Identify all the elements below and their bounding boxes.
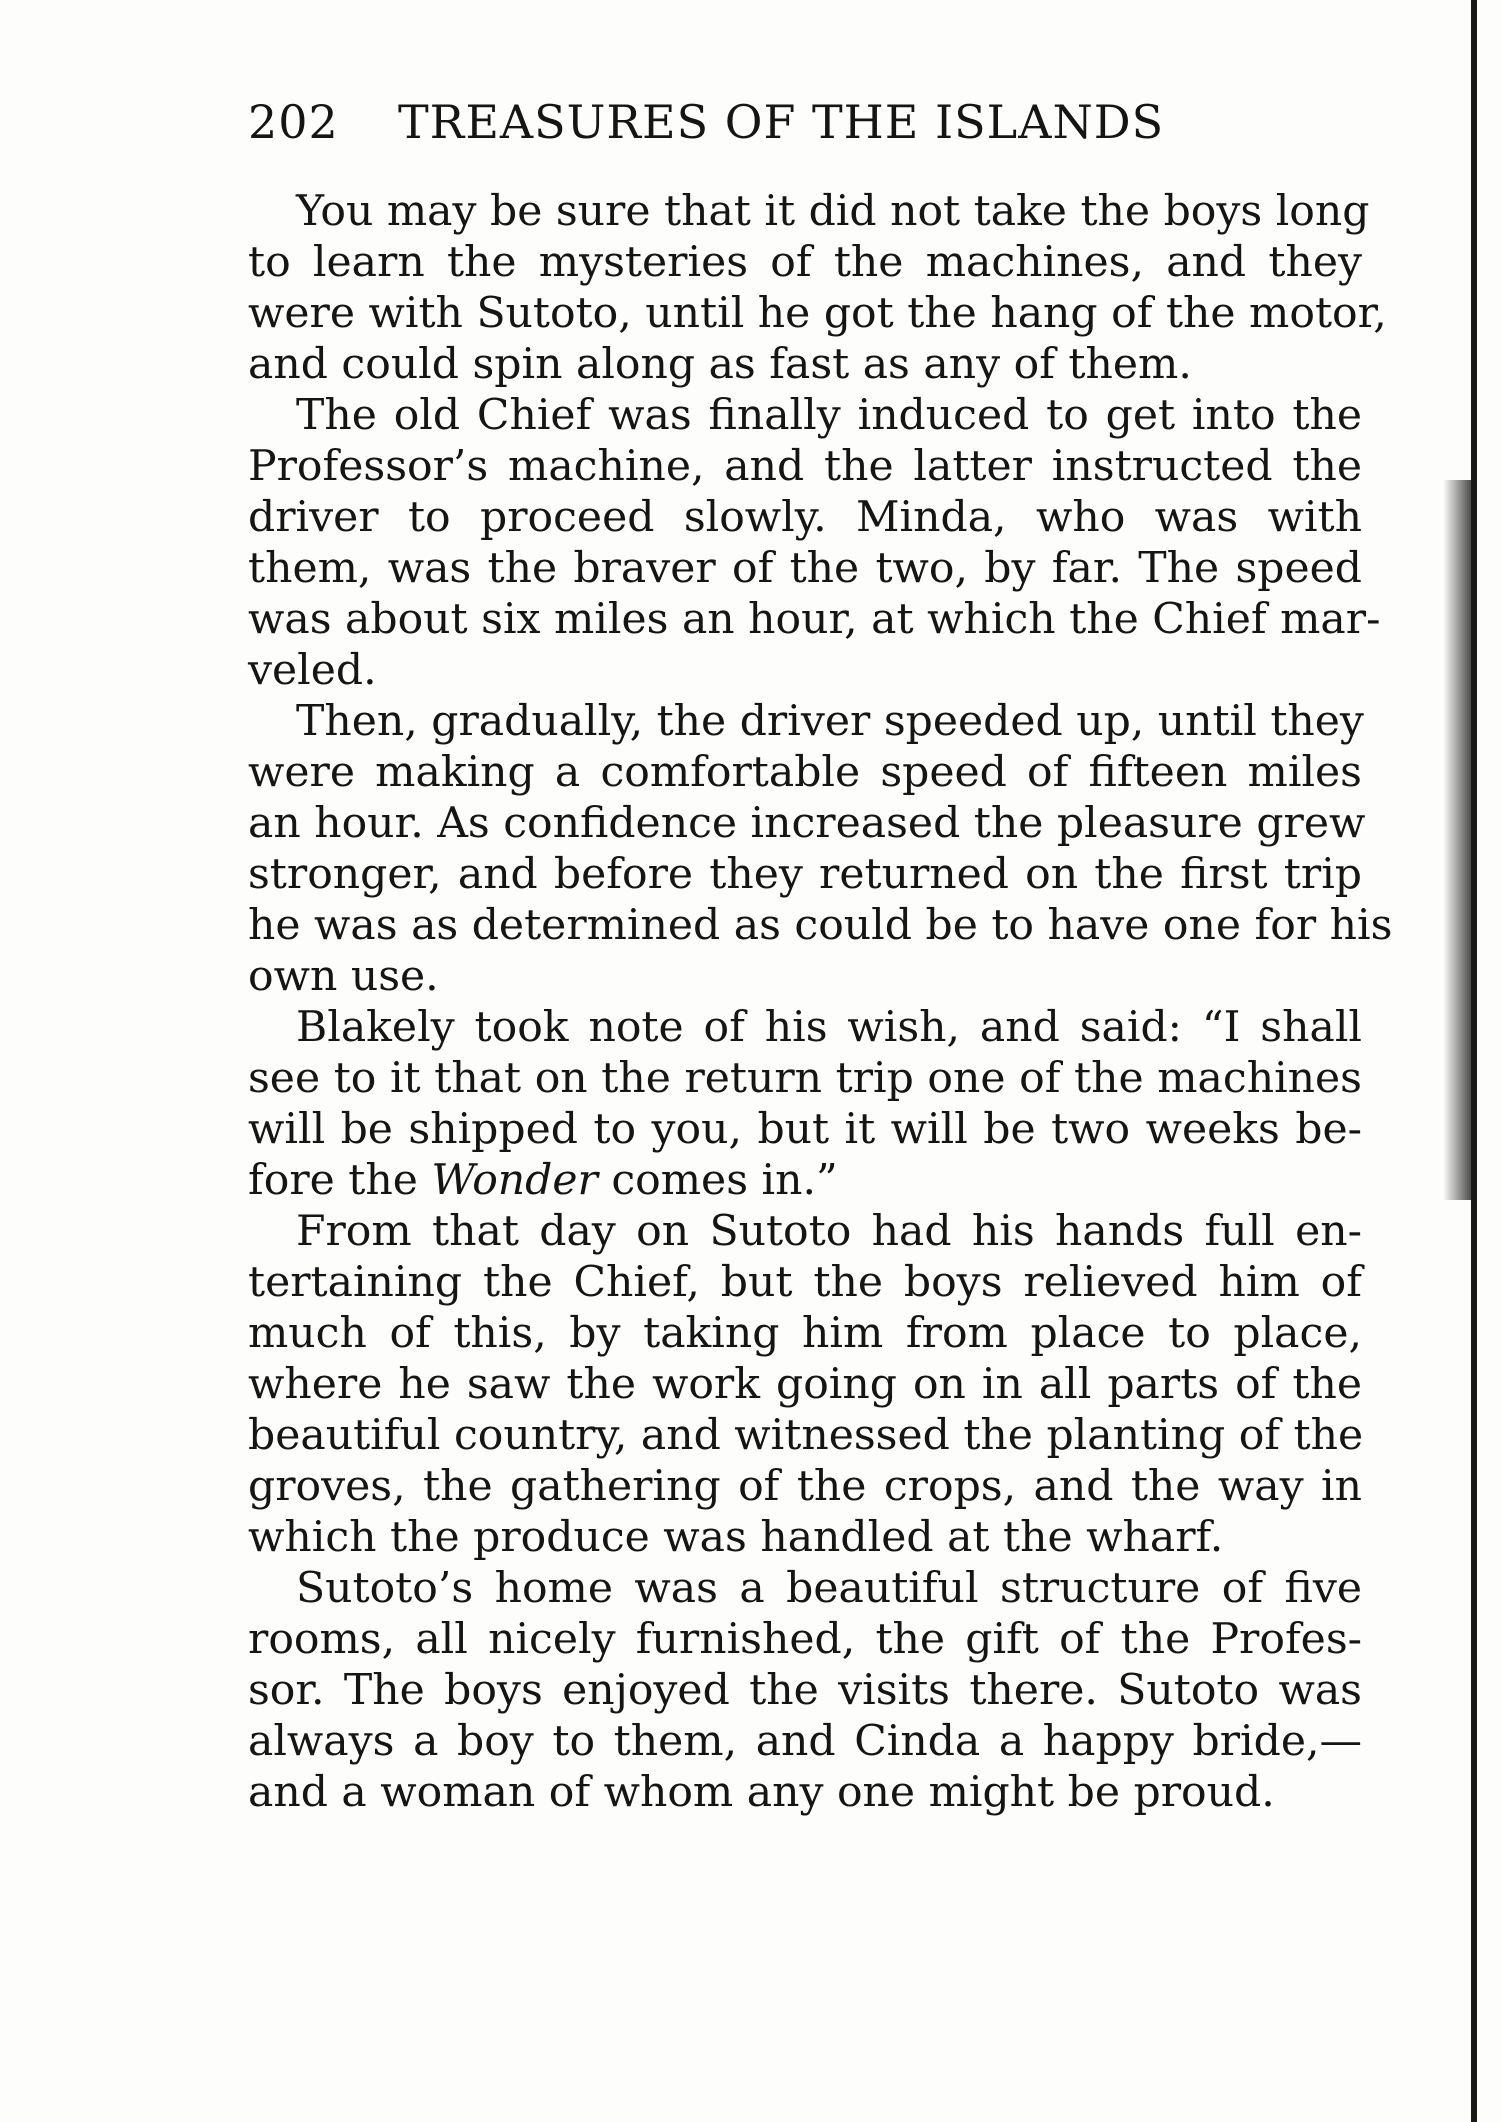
text-line: an hour. As confidence increased the pleasure grew [248,799,1366,848]
running-header [248,92,1248,152]
text-line: where he saw the work going on in all parts of the [248,1360,1362,1409]
text-line: groves, the gathering of the crops, and the way in [248,1462,1362,1511]
text-line: stronger, and before they returned on the first trip [248,850,1362,899]
text-line: You may be sure that it did not take the boys long [296,187,1370,236]
text-line: Blakely took note of his wish, and said: “I shall [296,1003,1362,1052]
text-line: driver to proceed slowly. Minda, who was with [248,493,1362,542]
text-line: and could spin along as fast as any of them. [248,340,1192,389]
text-line: were with Sutoto, until he got the hang of the motor, [248,289,1387,338]
binding-edge [1471,0,1477,2122]
body-text [248,186,1393,1818]
text-line: to learn the mysteries of the machines, and they [248,238,1362,287]
text-fragment: fore the [248,1156,432,1205]
text-line: always a boy to them, and Cinda a happy bride,— [248,1717,1362,1766]
text-line: which the produce was handled at the wharf. [248,1513,1224,1562]
text-line: sor. The boys enjoyed the visits there. Sutoto was [248,1666,1362,1715]
text-line: them, was the braver of the two, by far. The speed [248,544,1362,593]
text-line: see to it that on the return trip one of the machines [248,1054,1362,1103]
text-line: Sutoto’s home was a beautiful structure of five [296,1564,1362,1613]
text-line: tertaining the Chief, but the boys relieved him of [248,1258,1362,1307]
text-fragment: comes in.” [597,1156,838,1205]
text-line: he was as determined as could be to have one for his [248,901,1393,950]
text-line: The old Chief was finally induced to get into the [296,391,1362,440]
text-line: From that day on Sutoto had his hands full en- [296,1207,1362,1256]
running-title: TREASURES OF THE ISLANDS [398,95,1165,149]
text-line: Then, gradually, the driver speeded up, until they [296,697,1364,746]
page-number: 202 [248,95,339,149]
text-line [248,1155,1362,1206]
text-line: rooms, all nicely furnished, the gift of the Profes- [248,1615,1362,1664]
text-line: were making a comfortable speed of fifteen miles [248,748,1362,797]
text-line: Professor’s machine, and the latter instructed the [248,442,1362,491]
text-line: will be shipped to you, but it will be two weeks be- [248,1105,1362,1154]
binding-shadow [1443,480,1473,1200]
text-line: veled. [248,646,377,695]
text-line: much of this, by taking him from place to place, [248,1309,1362,1358]
text-line: beautiful country, and witnessed the planting of the [248,1411,1364,1460]
text-line: was about six miles an hour, at which the Chief mar- [248,595,1381,644]
ship-name-italic: Wonder [431,1156,598,1205]
text-line: own use. [248,952,439,1001]
text-line: and a woman of whom any one might be proud. [248,1768,1275,1817]
